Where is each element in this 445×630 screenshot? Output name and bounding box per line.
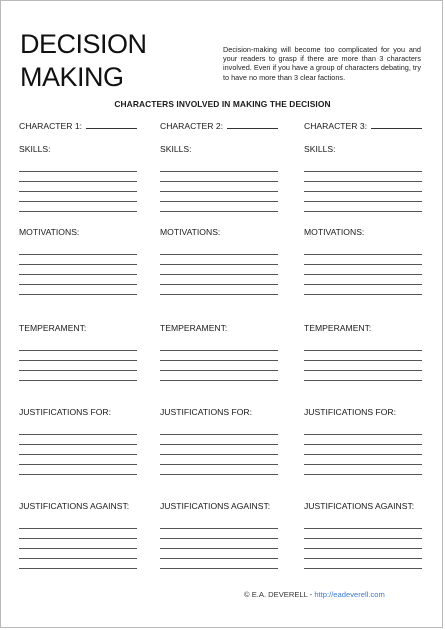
write-line[interactable] <box>160 519 278 529</box>
write-line[interactable] <box>304 341 422 351</box>
motivations-lines[interactable] <box>19 245 137 295</box>
write-line[interactable] <box>304 202 422 212</box>
write-line[interactable] <box>160 255 278 265</box>
character-label: CHARACTER 3: <box>304 121 368 131</box>
title-line-1: DECISION <box>20 29 147 59</box>
write-line[interactable] <box>304 172 422 182</box>
write-line[interactable] <box>304 425 422 435</box>
write-line[interactable] <box>304 192 422 202</box>
write-line[interactable] <box>19 172 137 182</box>
write-line[interactable] <box>19 285 137 295</box>
write-line[interactable] <box>160 529 278 539</box>
write-line[interactable] <box>19 202 137 212</box>
write-line[interactable] <box>160 361 278 371</box>
footer-credit <box>244 590 385 599</box>
write-line[interactable] <box>160 559 278 569</box>
skills-field <box>160 144 278 212</box>
write-line[interactable] <box>304 255 422 265</box>
motivations-label: MOTIVATIONS: <box>304 227 365 237</box>
character-column-3 <box>304 120 422 511</box>
justifications-against-lines[interactable] <box>160 519 278 569</box>
write-line[interactable] <box>304 529 422 539</box>
justifications-against-label: JUSTIFICATIONS AGAINST: <box>19 501 130 511</box>
justifications-for-lines[interactable] <box>304 425 422 475</box>
justifications-against-lines[interactable] <box>304 519 422 569</box>
motivations-field <box>19 227 137 295</box>
write-line[interactable] <box>160 275 278 285</box>
character-name-field[interactable] <box>160 120 278 131</box>
write-line[interactable] <box>19 445 137 455</box>
write-line[interactable] <box>19 455 137 465</box>
write-line[interactable] <box>19 539 137 549</box>
justifications-for-label: JUSTIFICATIONS FOR: <box>19 407 111 417</box>
write-line[interactable] <box>304 559 422 569</box>
character-name-blank[interactable] <box>86 120 137 129</box>
write-line[interactable] <box>160 245 278 255</box>
write-line[interactable] <box>304 265 422 275</box>
temperament-lines[interactable] <box>160 341 278 381</box>
write-line[interactable] <box>19 275 137 285</box>
justifications-for-field <box>19 407 137 475</box>
skills-lines[interactable] <box>304 162 422 212</box>
write-line[interactable] <box>304 275 422 285</box>
justifications-for-lines[interactable] <box>19 425 137 475</box>
copyright-text: © E.A. DEVERELL - <box>244 590 315 599</box>
write-line[interactable] <box>304 465 422 475</box>
write-line[interactable] <box>304 371 422 381</box>
write-line[interactable] <box>304 182 422 192</box>
write-line[interactable] <box>19 435 137 445</box>
write-line[interactable] <box>160 162 278 172</box>
write-line[interactable] <box>160 202 278 212</box>
character-name-blank[interactable] <box>227 120 278 129</box>
motivations-field <box>160 227 278 295</box>
write-line[interactable] <box>160 265 278 275</box>
write-line[interactable] <box>160 182 278 192</box>
website-link[interactable]: http://eadeverell.com <box>314 590 385 599</box>
justifications-for-label: JUSTIFICATIONS FOR: <box>160 407 252 417</box>
write-line[interactable] <box>19 519 137 529</box>
character-column-1 <box>19 120 137 511</box>
write-line[interactable] <box>304 549 422 559</box>
temperament-lines[interactable] <box>304 341 422 381</box>
motivations-lines[interactable] <box>304 245 422 295</box>
write-line[interactable] <box>19 465 137 475</box>
write-line[interactable] <box>160 351 278 361</box>
character-column-2 <box>160 120 278 511</box>
justifications-for-field <box>304 407 422 475</box>
temperament-field <box>19 323 137 381</box>
justifications-against-label: JUSTIFICATIONS AGAINST: <box>160 501 271 511</box>
skills-label: SKILLS: <box>304 144 336 154</box>
motivations-lines[interactable] <box>160 245 278 295</box>
write-line[interactable] <box>304 351 422 361</box>
write-line[interactable] <box>304 445 422 455</box>
write-line[interactable] <box>304 539 422 549</box>
write-line[interactable] <box>160 539 278 549</box>
write-line[interactable] <box>304 435 422 445</box>
skills-field <box>304 144 422 212</box>
write-line[interactable] <box>19 425 137 435</box>
write-line[interactable] <box>304 519 422 529</box>
temperament-label: TEMPERAMENT: <box>304 323 372 333</box>
justifications-against-field <box>304 501 422 569</box>
write-line[interactable] <box>304 455 422 465</box>
skills-lines[interactable] <box>160 162 278 212</box>
character-name-field[interactable] <box>304 120 422 131</box>
write-line[interactable] <box>160 192 278 202</box>
justifications-against-field <box>19 501 137 569</box>
write-line[interactable] <box>19 162 137 172</box>
skills-lines[interactable] <box>19 162 137 212</box>
title-line-2: MAKING <box>20 62 124 92</box>
character-label: CHARACTER 2: <box>160 121 224 131</box>
character-name-blank[interactable] <box>371 120 422 129</box>
character-label: CHARACTER 1: <box>19 121 83 131</box>
justifications-for-label: JUSTIFICATIONS FOR: <box>304 407 396 417</box>
motivations-field <box>304 227 422 295</box>
write-line[interactable] <box>19 361 137 371</box>
justifications-against-label: JUSTIFICATIONS AGAINST: <box>304 501 415 511</box>
motivations-label: MOTIVATIONS: <box>19 227 80 237</box>
write-line[interactable] <box>160 455 278 465</box>
justifications-for-field <box>160 407 278 475</box>
write-line[interactable] <box>160 371 278 381</box>
write-line[interactable] <box>19 529 137 539</box>
character-name-field[interactable] <box>19 120 137 131</box>
write-line[interactable] <box>19 341 137 351</box>
write-line[interactable] <box>19 182 137 192</box>
write-line[interactable] <box>19 255 137 265</box>
temperament-field <box>160 323 278 381</box>
write-line[interactable] <box>19 192 137 202</box>
write-line[interactable] <box>160 172 278 182</box>
write-line[interactable] <box>19 549 137 559</box>
intro-text: Decision-making will become too complicated for you and your readers to grasp if there are more than 3 characters involved. Even if you have a group of characters debating, try to have no more than 3 clear factions. <box>223 45 421 82</box>
write-line[interactable] <box>19 351 137 361</box>
write-line[interactable] <box>160 425 278 435</box>
justifications-against-lines[interactable] <box>19 519 137 569</box>
write-line[interactable] <box>19 245 137 255</box>
write-line[interactable] <box>304 162 422 172</box>
write-line[interactable] <box>160 445 278 455</box>
write-line[interactable] <box>160 341 278 351</box>
write-line[interactable] <box>304 245 422 255</box>
temperament-label: TEMPERAMENT: <box>160 323 228 333</box>
skills-label: SKILLS: <box>160 144 192 154</box>
page-title <box>20 28 147 94</box>
write-line[interactable] <box>160 285 278 295</box>
write-line[interactable] <box>160 435 278 445</box>
section-heading: CHARACTERS INVOLVED IN MAKING THE DECISION <box>114 99 331 109</box>
motivations-label: MOTIVATIONS: <box>160 227 221 237</box>
temperament-field <box>304 323 422 381</box>
justifications-for-lines[interactable] <box>160 425 278 475</box>
write-line[interactable] <box>19 371 137 381</box>
write-line[interactable] <box>19 265 137 275</box>
write-line[interactable] <box>304 285 422 295</box>
write-line[interactable] <box>19 559 137 569</box>
skills-label: SKILLS: <box>19 144 51 154</box>
temperament-label: TEMPERAMENT: <box>19 323 87 333</box>
write-line[interactable] <box>304 361 422 371</box>
justifications-against-field <box>160 501 278 569</box>
write-line[interactable] <box>160 465 278 475</box>
temperament-lines[interactable] <box>19 341 137 381</box>
skills-field <box>19 144 137 212</box>
write-line[interactable] <box>160 549 278 559</box>
